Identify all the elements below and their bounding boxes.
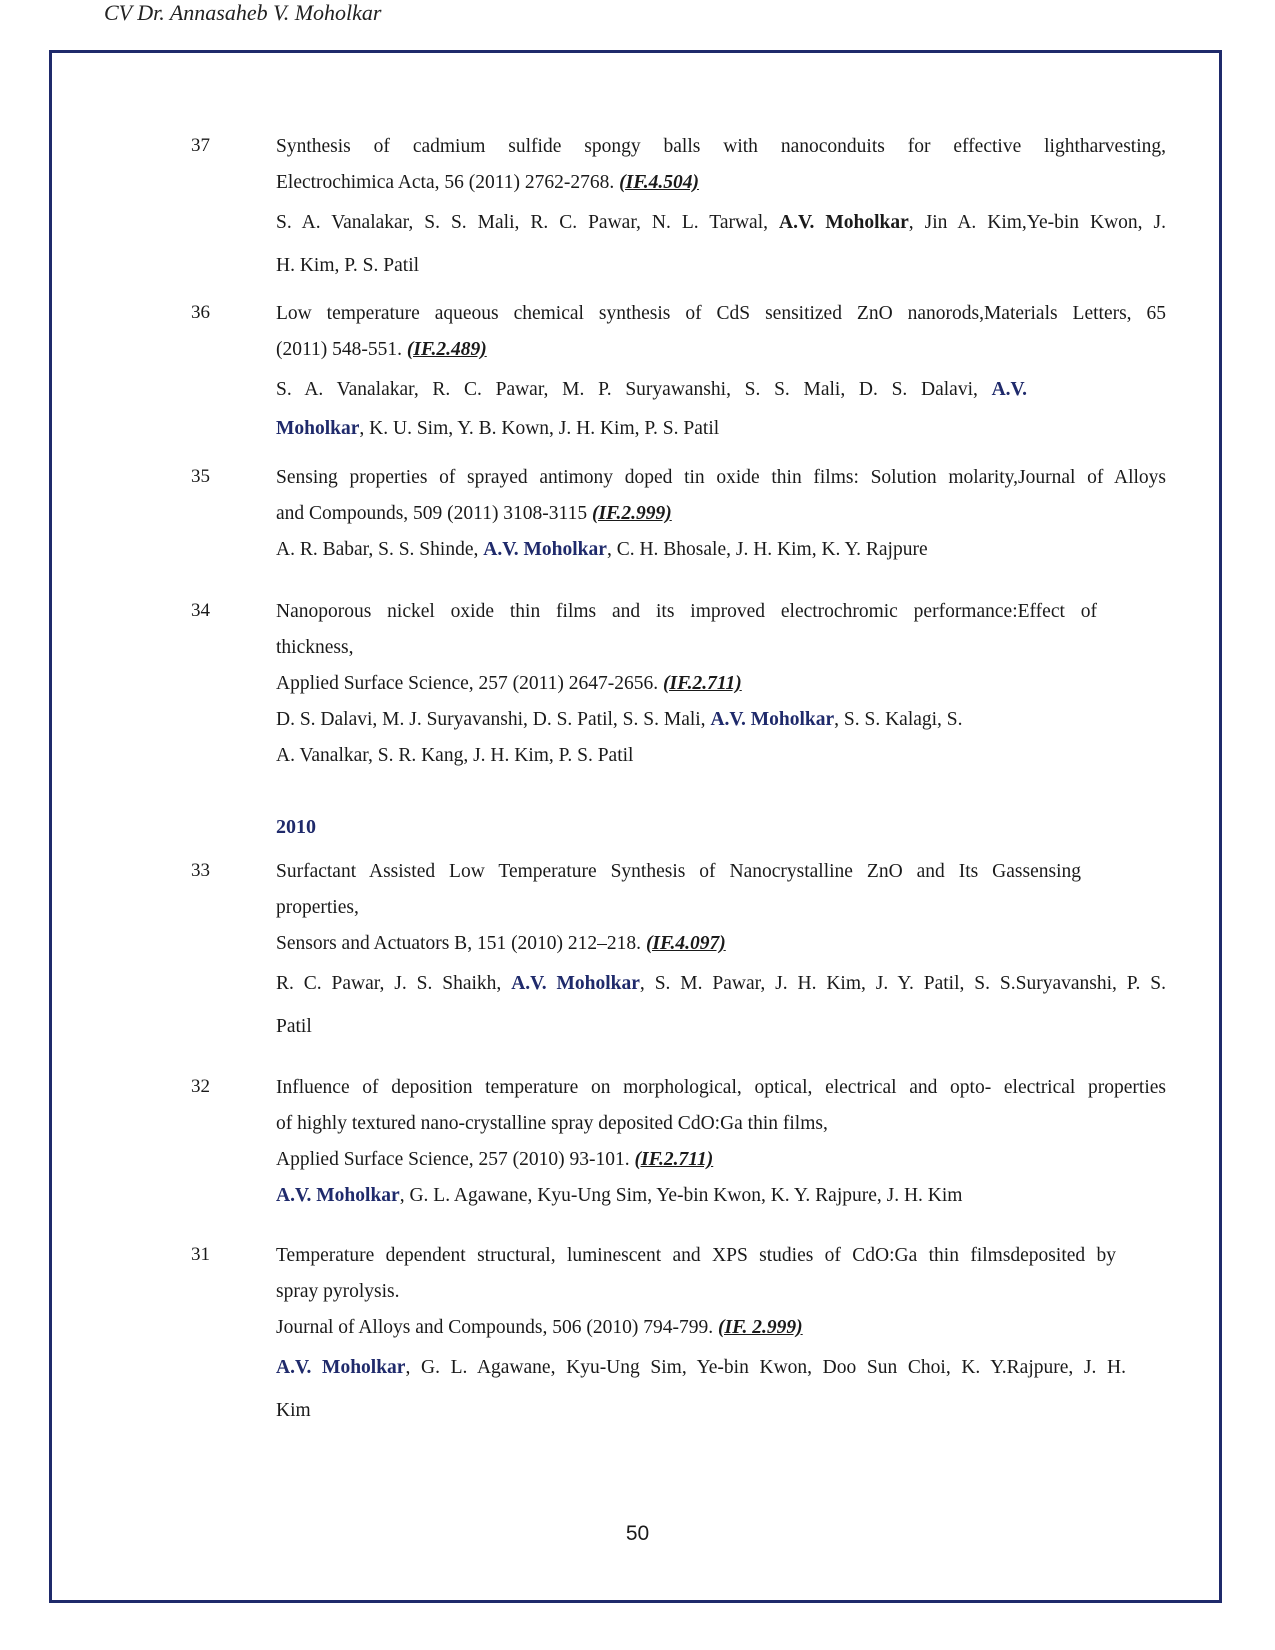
authors-line: D. S. Dalavi, M. J. Suryavanshi, D. S. Patil, S. S. Mali, A.V. Moholkar, S. S. Kalagi, S. bbox=[276, 709, 963, 730]
authors-line: S. A. Vanalakar, R. C. Pawar, M. P. Suryawanshi, S. S. Mali, D. S. Dalavi, A.V. bbox=[276, 379, 1027, 400]
entry-number: 34 bbox=[191, 600, 210, 621]
entry-number: 36 bbox=[191, 302, 210, 323]
title-line: Influence of deposition temperature on morphological, optical, electrical and opto- electrical properties bbox=[276, 1077, 1166, 1098]
authors-line: A. Vanalkar, S. R. Kang, J. H. Kim, P. S. Patil bbox=[276, 745, 634, 766]
title-line: Synthesis of cadmium sulfide spongy balls with nanoconduits for effective lightharvesting, bbox=[276, 136, 1166, 157]
impact-factor: (IF.2.489) bbox=[406, 339, 487, 360]
title-line: Surfactant Assisted Low Temperature Synthesis of Nanocrystalline ZnO and Its Gassensing bbox=[276, 861, 1081, 882]
authors-line: Patil bbox=[276, 1016, 312, 1037]
authors-line: Moholkar, K. U. Sim, Y. B. Kown, J. H. Kim, P. S. Patil bbox=[276, 418, 720, 439]
running-head: CV Dr. Annasaheb V. Moholkar bbox=[104, 0, 382, 25]
title-line: thickness, bbox=[276, 637, 354, 658]
journal-line: Journal of Alloys and Compounds, 506 (2010) 794-799. (IF. 2.999) bbox=[276, 1317, 803, 1338]
title-line: Sensing properties of sprayed antimony doped tin oxide thin films: Solution molarity,Journal of Alloys bbox=[276, 467, 1166, 488]
title-line: of highly textured nano-crystalline spray deposited CdO:Ga thin films, bbox=[276, 1113, 828, 1134]
authors-line: S. A. Vanalakar, S. S. Mali, R. C. Pawar, N. L. Tarwal, A.V. Moholkar, Jin A. Kim,Ye-bin Kwon, J. bbox=[276, 212, 1166, 233]
impact-factor: (IF.2.999) bbox=[591, 503, 672, 524]
journal-line: (2011) 548-551. (IF.2.489) bbox=[276, 339, 487, 360]
year-heading: 2010 bbox=[276, 816, 316, 838]
impact-factor: (IF.4.097) bbox=[645, 933, 726, 954]
journal-line: and Compounds, 509 (2011) 3108-3115 (IF.2.999) bbox=[276, 503, 672, 524]
title-line: Nanoporous nickel oxide thin films and its improved electrochromic performance:Effect of bbox=[276, 601, 1097, 622]
author-highlight: A.V. Moholkar bbox=[511, 973, 640, 994]
entry-number: 32 bbox=[191, 1076, 210, 1097]
title-line: properties, bbox=[276, 897, 359, 918]
impact-factor: (IF. 2.999) bbox=[717, 1317, 803, 1338]
journal-line: Applied Surface Science, 257 (2010) 93-101. (IF.2.711) bbox=[276, 1149, 714, 1170]
title-line: Low temperature aqueous chemical synthesis of CdS sensitized ZnO nanorods,Materials Letters, 65 bbox=[276, 303, 1166, 324]
author-highlight: A.V. bbox=[991, 379, 1027, 400]
journal-line: Sensors and Actuators B, 151 (2010) 212–218. (IF.4.097) bbox=[276, 933, 726, 954]
impact-factor: (IF.2.711) bbox=[663, 673, 742, 694]
journal-line: Applied Surface Science, 257 (2011) 2647-2656. (IF.2.711) bbox=[276, 673, 742, 694]
entry-number: 31 bbox=[191, 1244, 210, 1265]
impact-factor: (IF.2.711) bbox=[634, 1149, 714, 1170]
entry-number: 37 bbox=[191, 135, 210, 156]
entry-number: 35 bbox=[191, 466, 210, 487]
authors-line: Kim bbox=[276, 1400, 311, 1421]
authors-line: H. Kim, P. S. Patil bbox=[276, 255, 420, 276]
title-line: spray pyrolysis. bbox=[276, 1281, 400, 1302]
author-highlight: A.V. Moholkar bbox=[276, 1357, 406, 1378]
journal-line: Electrochimica Acta, 56 (2011) 2762-2768. (IF.4.504) bbox=[276, 172, 699, 193]
page-number: 50 bbox=[625, 1522, 650, 1545]
author-highlight: A.V. Moholkar bbox=[710, 709, 835, 730]
author-highlight: A.V. Moholkar bbox=[778, 212, 909, 233]
title-line: Temperature dependent structural, luminescent and XPS studies of CdO:Ga thin filmsdeposited by bbox=[276, 1245, 1116, 1266]
authors-line: A.V. Moholkar, G. L. Agawane, Kyu-Ung Sim, Ye-bin Kwon, K. Y. Rajpure, J. H. Kim bbox=[276, 1185, 963, 1206]
authors-line: A. R. Babar, S. S. Shinde, A.V. Moholkar, C. H. Bhosale, J. H. Kim, K. Y. Rajpure bbox=[276, 539, 928, 560]
author-highlight: A.V. Moholkar bbox=[276, 1185, 400, 1206]
author-highlight: Moholkar bbox=[276, 418, 360, 439]
authors-line: A.V. Moholkar, G. L. Agawane, Kyu-Ung Sim, Ye-bin Kwon, Doo Sun Choi, K. Y.Rajpure, J. H. bbox=[276, 1357, 1126, 1378]
authors-line: R. C. Pawar, J. S. Shaikh, A.V. Moholkar, S. M. Pawar, J. H. Kim, J. Y. Patil, S. S.Suryavanshi, P. S. bbox=[276, 973, 1166, 994]
impact-factor: (IF.4.504) bbox=[619, 172, 699, 193]
entry-number: 33 bbox=[191, 860, 210, 881]
author-highlight: A.V. Moholkar bbox=[483, 539, 607, 560]
